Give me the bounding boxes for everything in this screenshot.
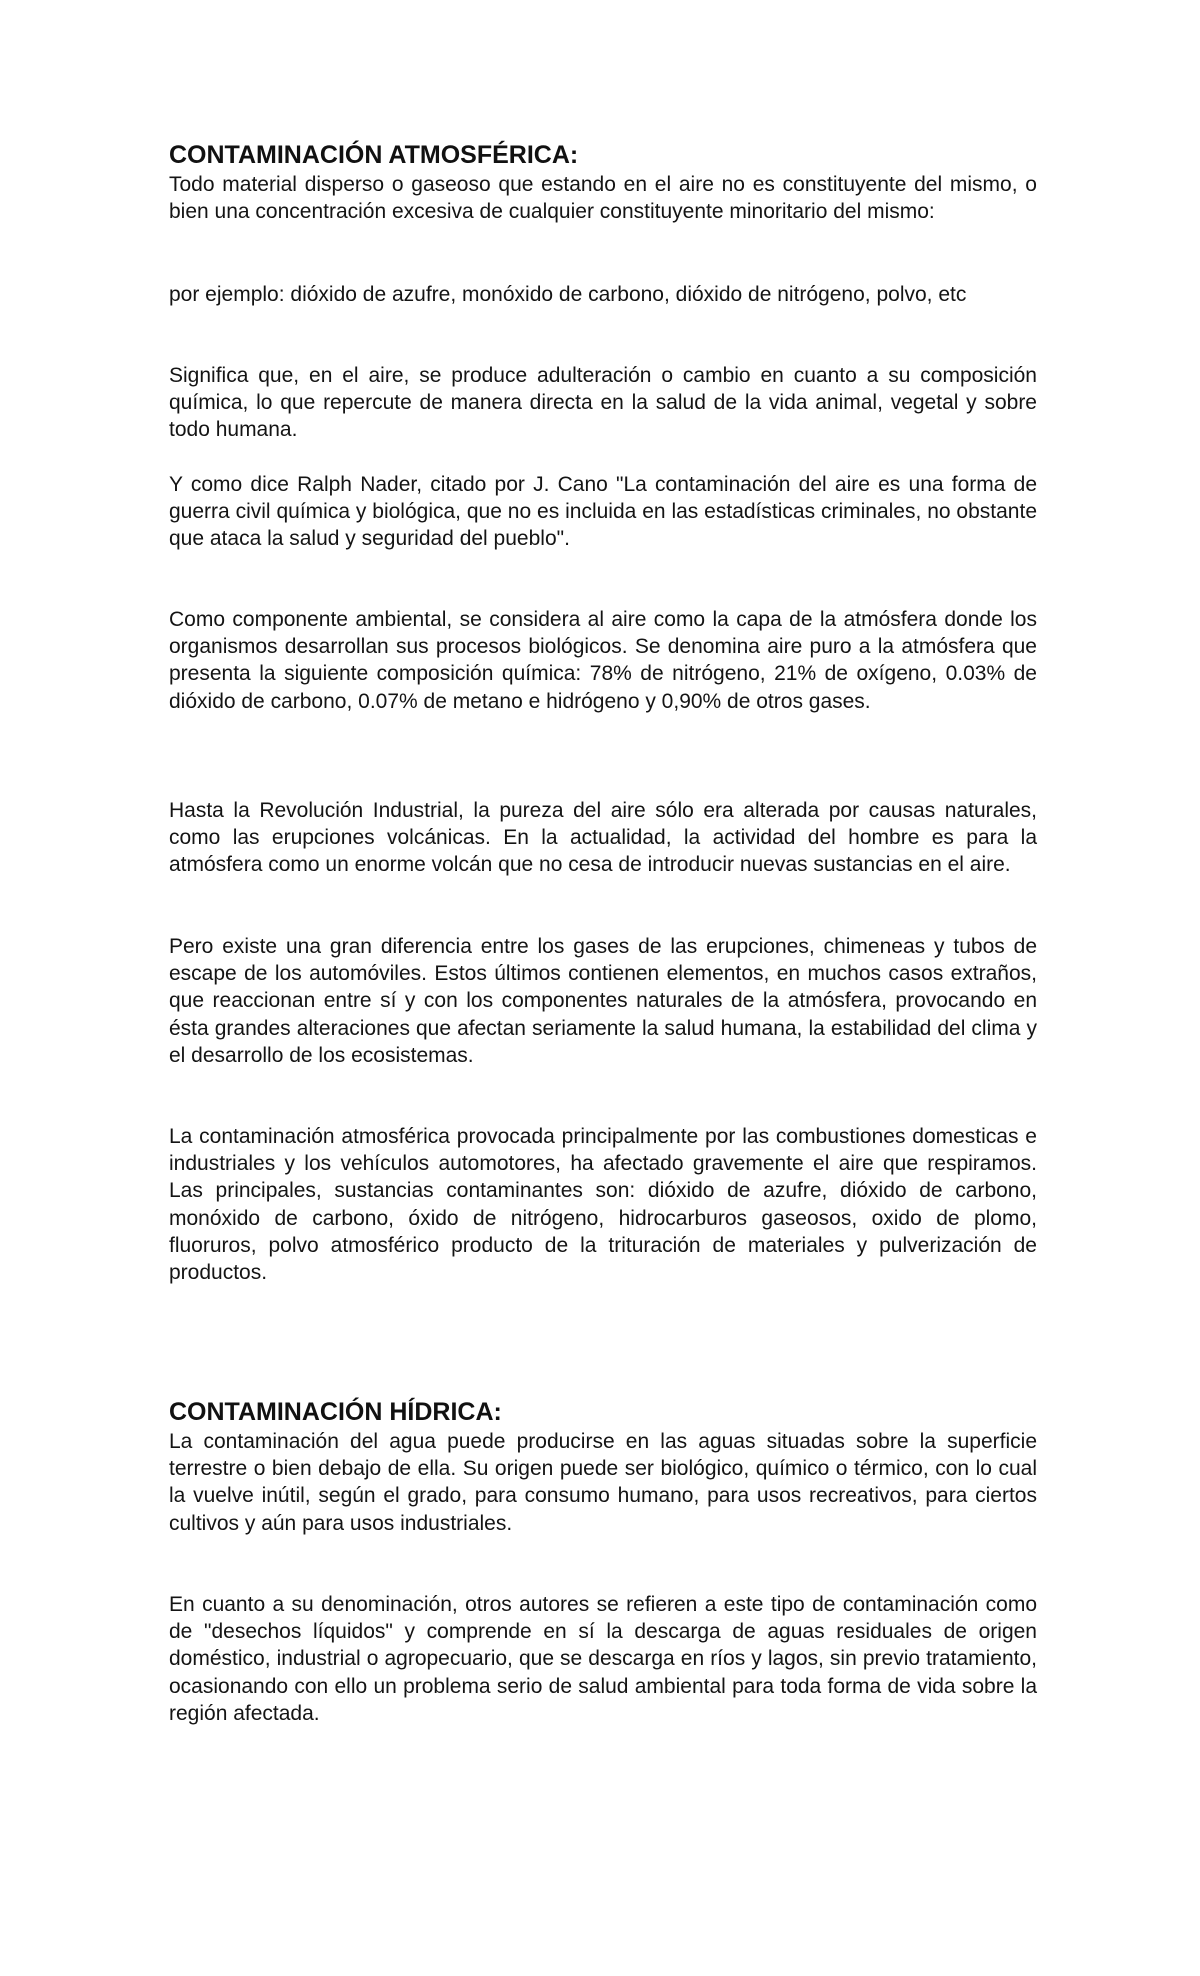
- paragraph-gas-differences: Pero existe una gran diferencia entre los gases de las erupciones, chimeneas y tubos de escape de los automóviles. Estos últimos contienen elementos, en muchos casos extraños, que reaccionan entre sí y con los componentes naturales de la atmósfera, provocando en ésta grandes alteraciones que afectan seriamente la salud humana, la estabilidad del clima y el desarrollo de los ecosistemas.: [169, 935, 1037, 1067]
- paragraph-definition: Todo material disperso o gaseoso que estando en el aire no es constituyente del mismo, o bien una concentración excesiva de cualquier constituyente minoritario del mismo:: [169, 173, 1037, 224]
- paragraph-main-pollutants: La contaminación atmosférica provocada principalmente por las combustiones domesticas e industriales y los vehículos automotores, ha afectado gravemente el aire que respiramos. Las principales, sustancias contaminantes son: dióxido de azufre, dióxido de carbono, monóxido de carbono, óxido de nitrógeno, hidrocarburos gaseosos, oxido de plomo, fluoruros, polvo atmosférico producto de la trituración de materiales y pulverización de productos.: [169, 1125, 1037, 1285]
- paragraph-water-contamination: La contaminación del agua puede producirse en las aguas situadas sobre la superficie terrestre o bien debajo de ella. Su origen puede ser biológico, químico o térmico, con lo cual la vuelve inútil, según el grado, para consumo humano, para usos recreativos, para ciertos cultivos y aún para usos industriales.: [169, 1430, 1037, 1535]
- section-heading-hidrica: CONTAMINACIÓN HÍDRICA:: [169, 1398, 502, 1426]
- paragraph-liquid-waste: En cuanto a su denominación, otros autores se refieren a este tipo de contaminación como de "desechos líquidos" y comprende en sí la descarga de aguas residuales de origen doméstico, industrial o agropecuario, que se descarga en ríos y lagos, sin previo tratamiento, ocasionando con ello un problema serio de salud ambiental para toda forma de vida sobre la región afectada.: [169, 1593, 1037, 1725]
- paragraph-examples: por ejemplo: dióxido de azufre, monóxido de carbono, dióxido de nitrógeno, polvo, etc: [169, 283, 967, 306]
- paragraph-significance: Significa que, en el aire, se produce adulteración o cambio en cuanto a su composición química, lo que repercute de manera directa en la salud de la vida animal, vegetal y sobre todo humana.: [169, 364, 1037, 442]
- section-heading-atmosferica: CONTAMINACIÓN ATMOSFÉRICA:: [169, 141, 579, 169]
- paragraph-industrial-revolution: Hasta la Revolución Industrial, la pureza del aire sólo era alterada por causas naturales, como las erupciones volcánicas. En la actualidad, la actividad del hombre es para la atmósfera como un enorme volcán que no cesa de introducir nuevas sustancias en el aire.: [169, 799, 1037, 877]
- paragraph-quote: Y como dice Ralph Nader, citado por J. Cano "La contaminación del aire es una forma de guerra civil química y biológica, que no es incluida en las estadísticas criminales, no obstante que ataca la salud y seguridad del pueblo".: [169, 473, 1037, 551]
- paragraph-air-composition: Como componente ambiental, se considera al aire como la capa de la atmósfera donde los organismos desarrollan sus procesos biológicos. Se denomina aire puro a la atmósfera que presenta la siguiente composición química: 78% de nitrógeno, 21% de oxígeno, 0.03% de dióxido de carbono, 0.07% de metano e hidrógeno y 0,90% de otros gases.: [169, 608, 1037, 713]
